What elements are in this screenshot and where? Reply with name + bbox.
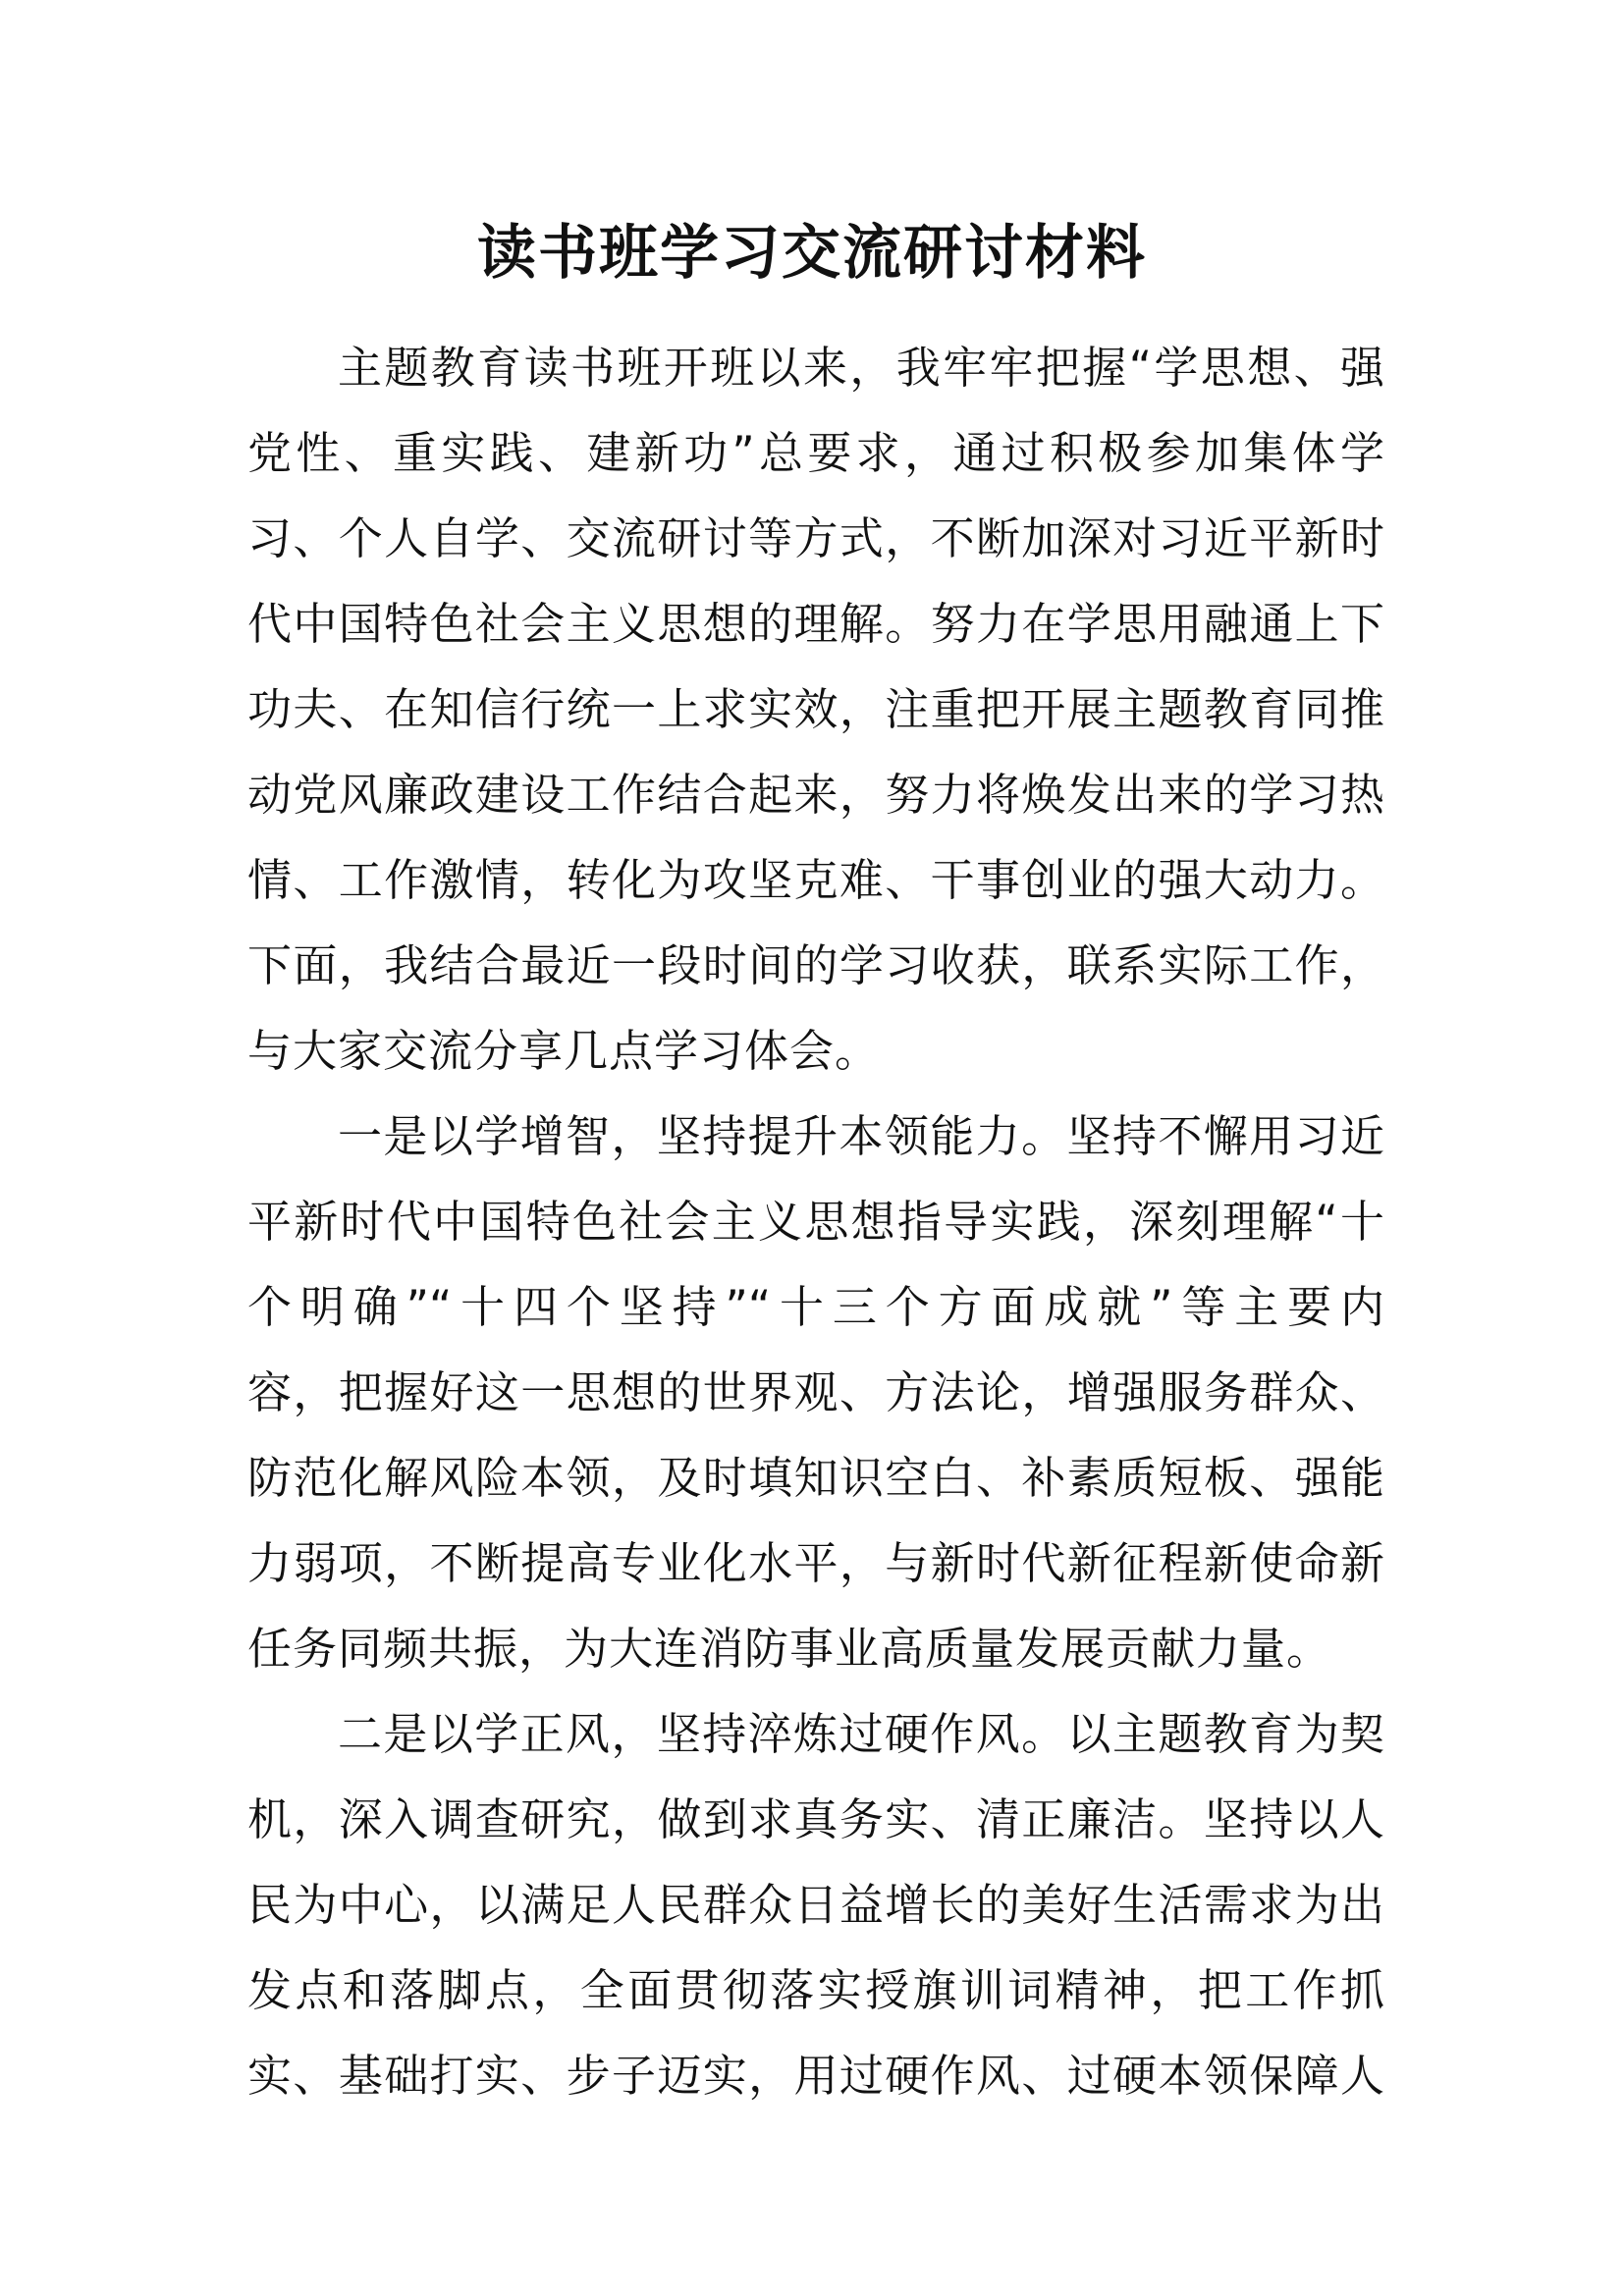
text-line: 容，把握好这一思想的世界观、方法论，增强服务群众、 — [247, 1366, 1384, 1418]
document-title: 读书班学习交流研讨材料 — [477, 219, 1147, 288]
text-line: 机，深入调查研究，做到求真务实、清正廉洁。坚持以人 — [247, 1793, 1384, 1845]
text-line: 发点和落脚点，全面贯彻落实授旗训词精神，把工作抓 — [247, 1964, 1384, 2016]
text-line: 防范化解风险本领，及时填知识空白、补素质短板、强能 — [247, 1452, 1384, 1504]
text-line: 功夫、在知信行统一上求实效，注重把开展主题教育同推 — [247, 683, 1384, 735]
text-line: 与大家交流分享几点学习体会。 — [247, 1025, 881, 1077]
text-line: 二是以学正风，坚持淬炼过硬作风。以主题教育为契 — [338, 1708, 1384, 1760]
text-line: 下面，我结合最近一段时间的学习收获，联系实际工作， — [247, 939, 1384, 991]
text-line: 力弱项，不断提高专业化水平，与新时代新征程新使命新 — [247, 1537, 1384, 1589]
text-line: 党性、重实践、建新功”总要求，通过积极参加集体学 — [247, 427, 1384, 479]
paragraph — [247, 325, 1384, 1094]
text-line: 习、个人自学、交流研讨等方式，不断加深对习近平新时 — [247, 512, 1384, 564]
text-line: 民为中心，以满足人民群众日益增长的美好生活需求为出 — [247, 1879, 1384, 1931]
text-line: 主题教育读书班开班以来，我牢牢把握“学思想、强 — [338, 342, 1384, 394]
text-line: 代中国特色社会主义思想的理解。努力在学思用融通上下 — [247, 598, 1384, 650]
text-line: 实、基础打实、步子迈实，用过硬作风、过硬本领保障人 — [247, 2050, 1384, 2102]
paragraph — [247, 1691, 1384, 2118]
paragraph — [247, 1094, 1384, 1691]
text-line: 任务同频共振，为大连消防事业高质量发展贡献力量。 — [247, 1623, 1332, 1675]
text-line: 个明确”“十四个坚持”“十三个方面成就”等主要内 — [247, 1281, 1384, 1333]
text-line: 动党风廉政建设工作结合起来，努力将焕发出来的学习热 — [247, 769, 1384, 821]
text-line: 一是以学增智，坚持提升本领能力。坚持不懈用习近 — [338, 1110, 1384, 1162]
document-body — [247, 325, 1384, 2118]
text-line: 平新时代中国特色社会主义思想指导实践，深刻理解“十 — [247, 1196, 1384, 1248]
text-line: 情、工作激情，转化为攻坚克难、干事创业的强大动力。 — [247, 854, 1384, 906]
